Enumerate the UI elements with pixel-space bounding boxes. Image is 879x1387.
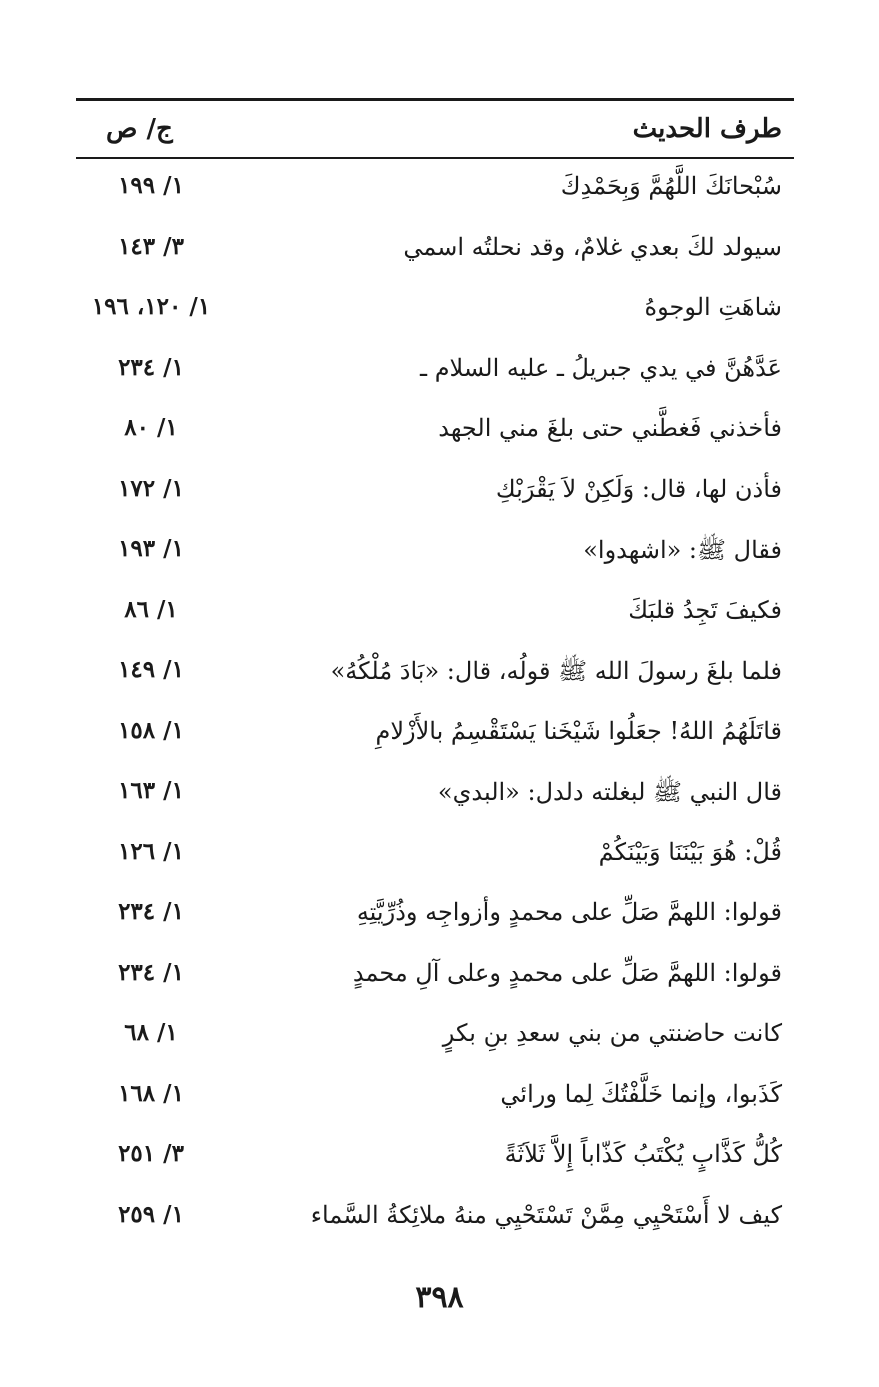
volume-page-reference: ١/ ٢٣٤ xyxy=(118,898,184,925)
table-row xyxy=(76,886,794,947)
hadith-text: قال النبي ﷺ لبغلته دلدل: «البدي» xyxy=(437,778,782,806)
hadith-text: سيولد لكَ بعدي غلامٌ، وقد نحلتُه اسمي xyxy=(403,232,782,261)
volume-page-reference: ١/ ٢٣٤ xyxy=(118,353,184,381)
hadith-text: قولوا: اللهمَّ صَلِّ على محمدٍ وأزواجِه وذُرِّيَّتِهِ xyxy=(356,898,782,926)
table-row xyxy=(76,1128,794,1189)
volume-page-reference: ١/ ١٩٣ xyxy=(118,535,184,562)
hadith-text: عَدَّهُنَّ في يدي جبريلُ ـ عليه السلام ـ xyxy=(420,353,782,382)
table-row xyxy=(76,402,794,463)
volume-page-reference: ١/ ٨٠ xyxy=(124,414,178,441)
hadith-text: فقال ﷺ: «اشهدوا» xyxy=(583,536,782,564)
hadith-text: قُلْ: هُوَ بَيْنَنَا وَبَيْنَكُمْ xyxy=(598,837,782,866)
volume-page-reference: ١/ ١٦٨ xyxy=(118,1079,184,1107)
hadith-text: كَذَبوا، وإنما خَلَّفْتُكَ لِما ورائي xyxy=(500,1079,782,1108)
hadith-text: قولوا: اللهمَّ صَلِّ على محمدٍ وعلى آلِ محمدٍ xyxy=(352,958,782,987)
table-row xyxy=(76,584,794,645)
table-row xyxy=(76,826,794,887)
table-row xyxy=(76,1189,794,1250)
hadith-text: كانت حاضنتي من بني سعدِ بنِ بكرٍ xyxy=(442,1019,782,1047)
header-rule xyxy=(76,157,794,159)
hadith-text: سُبْحانَكَ اللَّهُمَّ وَبِحَمْدِكَ xyxy=(560,172,782,200)
table-row xyxy=(76,221,794,282)
volume-page-reference: ١/ ١٦٣ xyxy=(118,777,184,804)
table-row xyxy=(76,947,794,1008)
column-header-reference: ج/ ص xyxy=(106,114,173,144)
hadith-text: فأذن لها، قال: وَلَكِنْ لاَ يَقْرَبْكِ xyxy=(495,474,782,503)
hadith-text: شاهَتِ الوجوهُ xyxy=(644,293,782,321)
volume-page-reference: ١/ ١٢٠، ١٩٦ xyxy=(91,293,211,320)
table-row xyxy=(76,705,794,766)
column-header-hadith: طرف الحديث xyxy=(632,114,782,144)
hadith-text: كُلُّ كَذَّابٍ يُكْتَبُ كَذّاباً إِلاَّ ثَلاَثَةً xyxy=(504,1140,782,1168)
volume-page-reference: ١/ ٨٦ xyxy=(124,595,178,623)
volume-page-reference: ١/ ١٧٢ xyxy=(118,474,184,502)
table-row xyxy=(76,1007,794,1068)
page-number: ٣٩٨ xyxy=(415,1280,464,1315)
volume-page-reference: ١/ ٦٨ xyxy=(124,1019,178,1046)
hadith-text: فلما بلغَ رسولَ الله ﷺ قولُه، قال: «بَادَ مُلْكُهُ» xyxy=(330,657,782,685)
table-row xyxy=(76,523,794,584)
table-row xyxy=(76,644,794,705)
volume-page-reference: ٣/ ٢٥١ xyxy=(118,1140,184,1167)
volume-page-reference: ١/ ١٢٦ xyxy=(118,837,184,865)
volume-page-reference: ٣/ ١٤٣ xyxy=(118,232,184,260)
top-rule xyxy=(76,98,794,101)
table-row xyxy=(76,765,794,826)
table-row xyxy=(76,160,794,221)
table-row xyxy=(76,281,794,342)
hadith-text: فكيفَ تَجِدُ قلبَكَ xyxy=(628,595,782,624)
table-row xyxy=(76,342,794,403)
table-body xyxy=(76,160,794,1249)
volume-page-reference: ١/ ١٥٨ xyxy=(118,716,184,744)
table-header xyxy=(76,104,794,156)
hadith-text: كيف لا أَسْتَحْيِي مِمَّنْ تَسْتَحْيِي منهُ ملائِكةُ السَّماء xyxy=(310,1200,782,1229)
table-row xyxy=(76,463,794,524)
table-row xyxy=(76,1068,794,1129)
hadith-text: فأخذني فَغطَّني حتى بلغَ مني الجهد xyxy=(438,414,782,442)
volume-page-reference: ١/ ١٩٩ xyxy=(118,172,184,199)
hadith-text: قاتَلَهُمُ اللهُ! جعَلُوا شَيْخَنا يَسْتَقْسِمُ بالأَزْلامِ xyxy=(375,716,782,745)
volume-page-reference: ١/ ١٤٩ xyxy=(118,656,184,683)
volume-page-reference: ١/ ٢٣٤ xyxy=(118,958,184,986)
volume-page-reference: ١/ ٢٥٩ xyxy=(118,1200,184,1228)
